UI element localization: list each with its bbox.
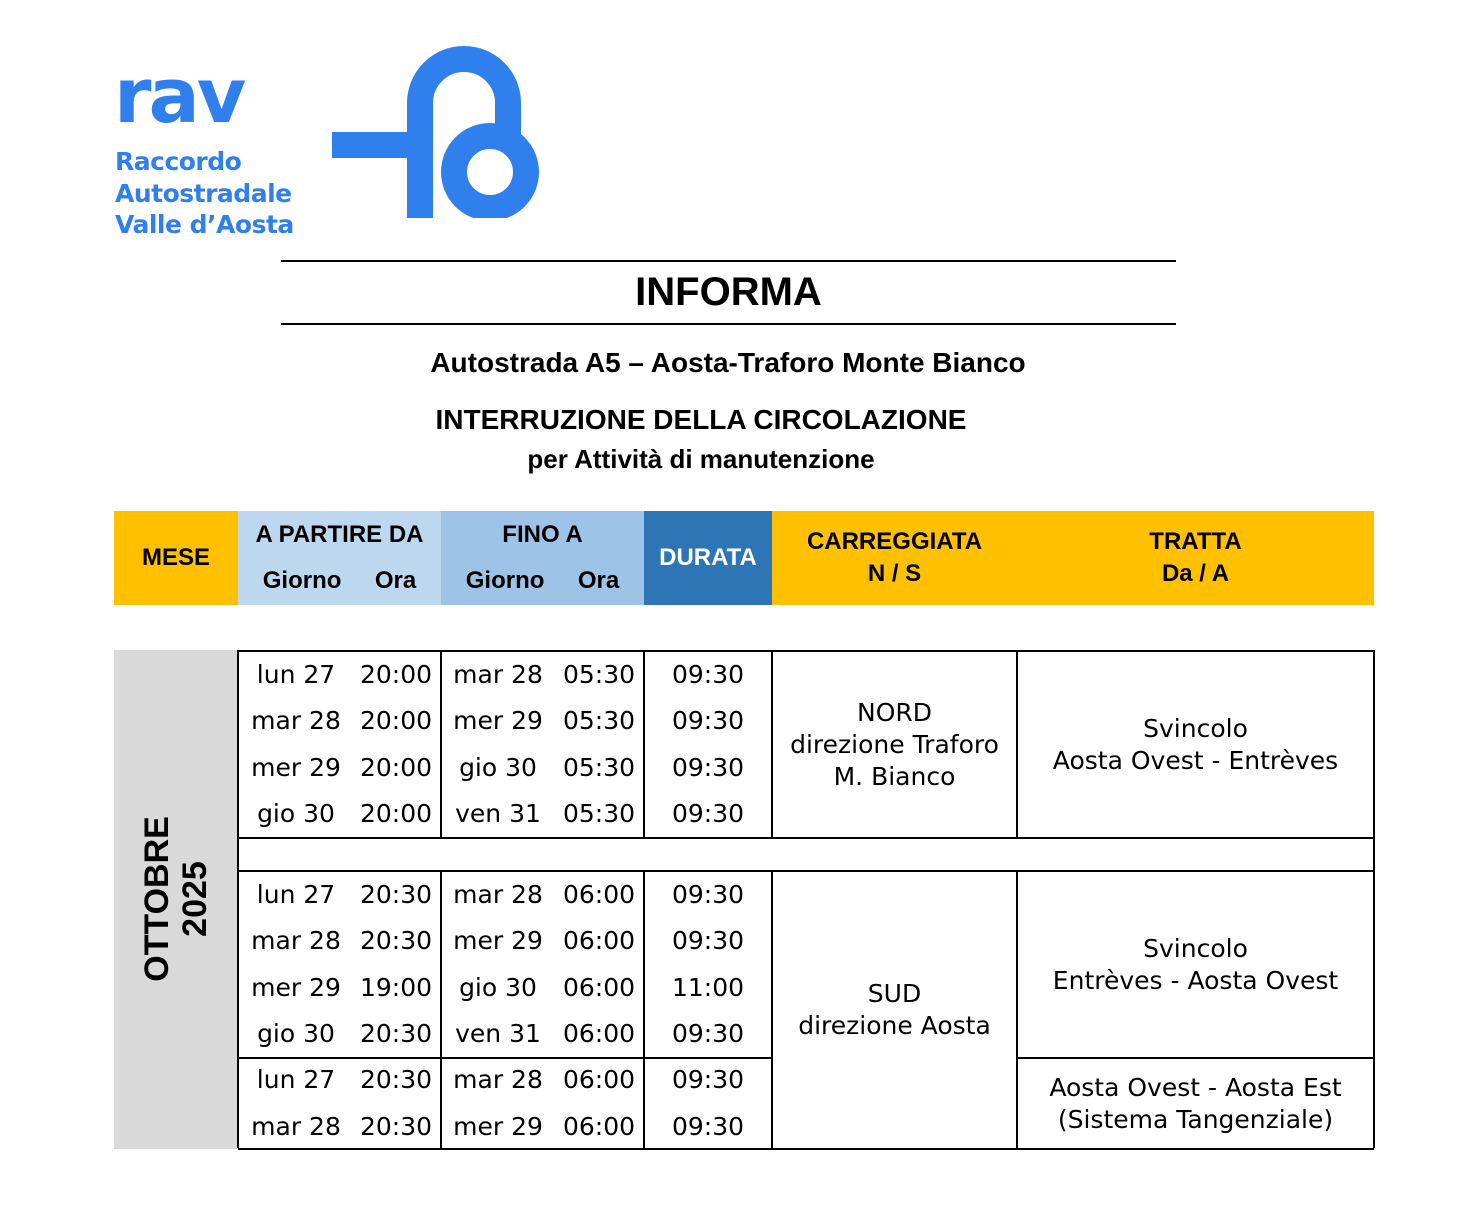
from-time-cell: 20:00 bbox=[359, 752, 433, 782]
group-border-bottom bbox=[238, 1148, 1374, 1150]
column-divider bbox=[237, 870, 239, 1148]
page-subtitle: Autostrada A5 – Aosta-Traforo Monte Bianco bbox=[430, 347, 1026, 378]
from-day-cell: lun 27 bbox=[256, 880, 336, 910]
duration-cell: 09:30 bbox=[671, 1065, 745, 1095]
to-day-cell: mar 28 bbox=[453, 1065, 543, 1095]
rav-logo-icon bbox=[330, 46, 550, 218]
column-header-label: CARREGGIATA bbox=[806, 528, 983, 555]
column-header-label: FINO A bbox=[502, 521, 583, 548]
column-divider bbox=[237, 650, 239, 837]
duration-cell: 09:30 bbox=[671, 660, 745, 690]
column-header-label: A PARTIRE DA bbox=[255, 521, 424, 548]
column-header-sublabel: N / S bbox=[867, 560, 922, 587]
column-header-label: TRATTA bbox=[1149, 528, 1242, 555]
to-day-cell: mer 29 bbox=[453, 1111, 543, 1141]
column-divider bbox=[440, 870, 442, 1148]
column-divider bbox=[1373, 650, 1375, 837]
to-time-cell: 06:00 bbox=[562, 1065, 636, 1095]
from-day-cell: lun 27 bbox=[256, 1065, 336, 1095]
to-day-cell: mar 28 bbox=[453, 660, 543, 690]
column-divider bbox=[1373, 837, 1375, 872]
column-subheader-giorno: Giorno bbox=[465, 567, 545, 594]
from-time-cell: 19:00 bbox=[359, 972, 433, 1002]
from-day-cell: lun 27 bbox=[256, 660, 336, 690]
column-divider bbox=[1016, 650, 1018, 837]
logo-line: Raccordo bbox=[115, 147, 242, 176]
column-divider bbox=[643, 870, 645, 1148]
page-title: INFORMA bbox=[635, 270, 822, 314]
column-header-mese bbox=[114, 511, 238, 605]
month-label bbox=[138, 816, 214, 982]
duration-cell: 09:30 bbox=[671, 752, 745, 782]
duration-cell: 09:30 bbox=[671, 799, 745, 829]
column-divider bbox=[771, 870, 773, 1148]
group-border-bottom bbox=[238, 837, 1374, 839]
to-day-cell: mer 29 bbox=[453, 706, 543, 736]
to-day-cell: ven 31 bbox=[455, 1019, 541, 1049]
column-subheader-giorno: Giorno bbox=[262, 567, 342, 594]
divider-bottom bbox=[281, 323, 1176, 325]
column-subheader-ora: Ora bbox=[374, 567, 417, 594]
from-time-cell: 20:30 bbox=[359, 1111, 433, 1141]
tratta-label: Svincolo bbox=[1143, 713, 1248, 743]
logo-line: Autostradale bbox=[115, 178, 292, 208]
to-time-cell: 05:30 bbox=[562, 660, 636, 690]
to-time-cell: 06:00 bbox=[562, 1111, 636, 1141]
column-divider bbox=[1373, 870, 1375, 1148]
to-day-cell: ven 31 bbox=[455, 799, 541, 829]
logo-wordmark: rav bbox=[114, 51, 244, 140]
from-time-cell: 20:30 bbox=[359, 926, 433, 956]
to-day-cell: gio 30 bbox=[459, 752, 537, 782]
from-time-cell: 20:00 bbox=[359, 660, 433, 690]
duration-cell: 09:30 bbox=[671, 926, 745, 956]
carreggiata-label: NORD bbox=[857, 697, 932, 727]
carreggiata-label: direzione Traforo bbox=[790, 729, 999, 759]
from-day-cell: mer 29 bbox=[251, 972, 341, 1002]
tratta-label: Aosta Ovest - Aosta Est bbox=[1049, 1072, 1342, 1102]
to-time-cell: 05:30 bbox=[562, 752, 636, 782]
to-day-cell: mer 29 bbox=[453, 926, 543, 956]
column-divider bbox=[440, 650, 442, 837]
column-header-sublabel: Da / A bbox=[1161, 560, 1230, 587]
from-day-cell: mar 28 bbox=[251, 926, 341, 956]
logo-subtitle bbox=[115, 146, 294, 241]
column-header-label: MESE bbox=[141, 544, 210, 571]
from-time-cell: 20:30 bbox=[359, 1065, 433, 1095]
carreggiata-label: SUD bbox=[867, 979, 922, 1008]
column-divider bbox=[237, 837, 239, 872]
section-subheading: per Attività di manutenzione bbox=[527, 444, 875, 474]
column-divider bbox=[1016, 870, 1018, 1148]
from-day-cell: mar 28 bbox=[251, 706, 341, 736]
from-day-cell: gio 30 bbox=[257, 1019, 335, 1049]
from-time-cell: 20:00 bbox=[359, 706, 433, 736]
from-day-cell: mar 28 bbox=[251, 1111, 341, 1141]
tratta-divider bbox=[238, 1057, 772, 1059]
divider-top bbox=[281, 260, 1176, 262]
duration-cell: 09:30 bbox=[671, 1111, 745, 1141]
duration-cell: 11:00 bbox=[671, 972, 745, 1002]
from-day-cell: mer 29 bbox=[251, 752, 341, 782]
column-divider bbox=[643, 650, 645, 837]
from-day-cell: gio 30 bbox=[257, 799, 335, 829]
to-time-cell: 06:00 bbox=[562, 926, 636, 956]
column-header-a-partire-da bbox=[238, 511, 441, 605]
column-header-fino-a bbox=[441, 511, 644, 605]
to-day-cell: mar 28 bbox=[453, 880, 543, 910]
tratta-label: (Sistema Tangenziale) bbox=[1057, 1104, 1334, 1134]
to-time-cell: 05:30 bbox=[562, 706, 636, 736]
carreggiata-label: direzione Aosta bbox=[798, 1011, 991, 1040]
month-year: 2025 bbox=[176, 861, 214, 937]
from-time-cell: 20:30 bbox=[359, 880, 433, 910]
group-border-top bbox=[238, 870, 1374, 872]
duration-cell: 09:30 bbox=[671, 880, 745, 910]
tratta-label: Aosta Ovest - Entrèves bbox=[1052, 745, 1339, 775]
column-header-label: DURATA bbox=[659, 544, 757, 571]
duration-cell: 09:30 bbox=[671, 706, 745, 736]
column-header-tratta bbox=[1017, 511, 1374, 605]
table-border-top bbox=[238, 650, 1374, 652]
column-divider bbox=[771, 650, 773, 837]
to-time-cell: 05:30 bbox=[562, 799, 636, 829]
logo-line: Valle d’Aosta bbox=[115, 210, 294, 239]
column-header-carreggiata bbox=[772, 511, 1017, 605]
to-time-cell: 06:00 bbox=[562, 1019, 636, 1049]
carreggiata-label: M. Bianco bbox=[833, 761, 956, 791]
tratta-divider bbox=[1017, 1057, 1374, 1059]
to-time-cell: 06:00 bbox=[562, 880, 636, 910]
month-name: OTTOBRE bbox=[138, 816, 176, 982]
tratta-label: Svincolo bbox=[1143, 933, 1248, 963]
to-day-cell: gio 30 bbox=[459, 972, 537, 1002]
to-time-cell: 06:00 bbox=[562, 972, 636, 1002]
column-subheader-ora: Ora bbox=[577, 567, 620, 594]
tratta-label: Entrèves - Aosta Ovest bbox=[1052, 965, 1339, 995]
section-heading: INTERRUZIONE DELLA CIRCOLAZIONE bbox=[435, 404, 967, 435]
duration-cell: 09:30 bbox=[671, 1019, 745, 1049]
from-time-cell: 20:00 bbox=[359, 799, 433, 829]
from-time-cell: 20:30 bbox=[359, 1019, 433, 1049]
column-header-durata bbox=[644, 511, 772, 605]
